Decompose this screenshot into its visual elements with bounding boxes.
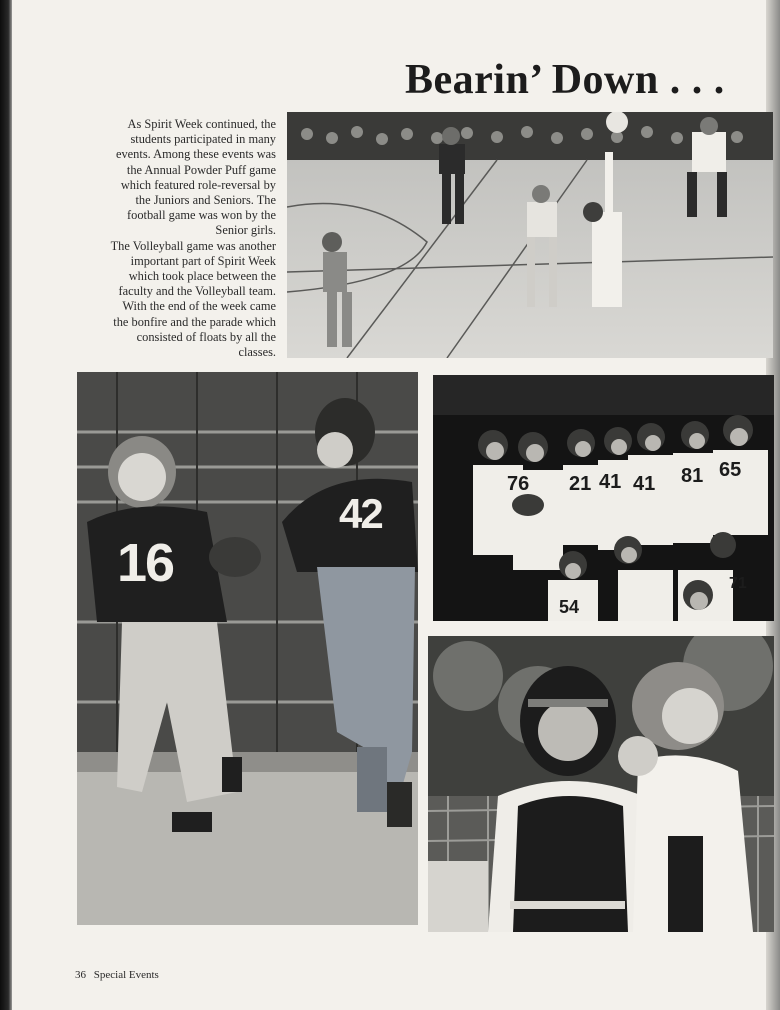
page-headline: Bearin’ Down . . . (405, 57, 725, 103)
jersey-number-42: 42 (339, 490, 382, 537)
jersey-number: 41 (633, 473, 656, 495)
jersey-number-16: 16 (117, 533, 174, 593)
binding-edge (0, 0, 12, 1010)
volleyball-photo (287, 112, 773, 358)
jersey-number: 65 (719, 459, 742, 481)
section-name: Special Events (93, 969, 159, 981)
costume-photo (428, 636, 774, 932)
page-folio (75, 969, 159, 981)
body-text: As Spirit Week continued, the students participated in many events. Among these events was the Annual Powder Puff game which featured role-reversal by the Juniors and Seniors. The football game was won by the Senior girls. The Volleyball game was another important part of Spirit Week which took place between the faculty and the Volleyball team. With the end of the week came the bonfire and the parade which consisted of floats by all the classes. (110, 117, 276, 360)
jersey-number: 41 (599, 471, 622, 493)
jersey-number: 21 (569, 473, 592, 495)
team-photo (433, 375, 774, 621)
jersey-number: 76 (507, 473, 530, 495)
jersey-number: 71 (729, 575, 747, 592)
football-photo (77, 372, 418, 925)
jersey-number: 81 (681, 465, 704, 487)
page-number: 36 (75, 969, 86, 981)
jersey-number: 54 (559, 597, 580, 617)
